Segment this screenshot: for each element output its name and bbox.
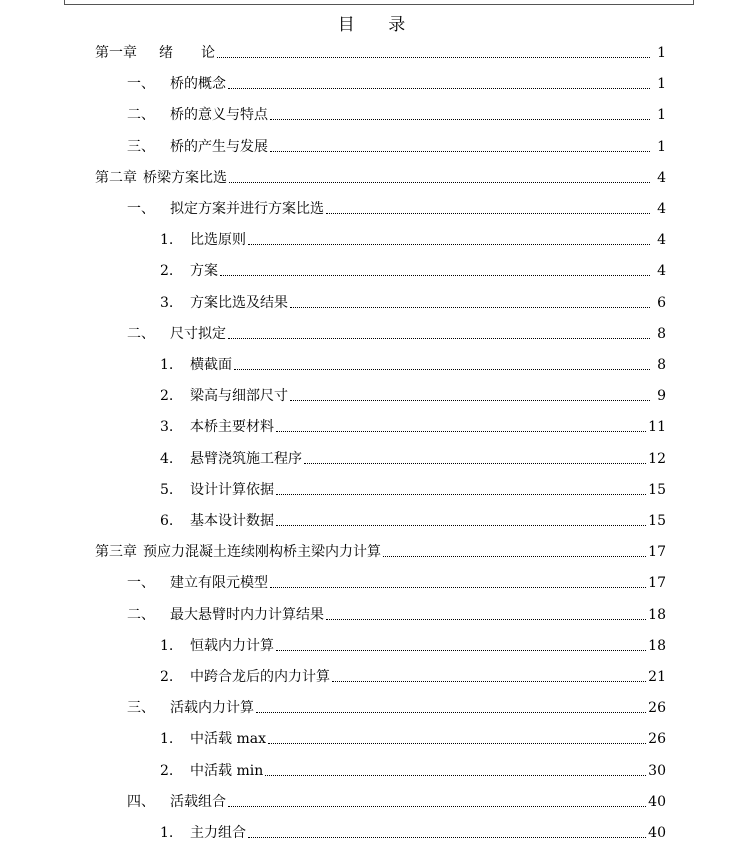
toc-entry-number: 2. (160, 388, 174, 405)
toc-entry-label: 最大悬臂时内力计算结果 (170, 606, 324, 623)
toc-entry[interactable] (160, 381, 666, 405)
toc-entry-page-number: 18 (648, 606, 666, 623)
toc-entry-label: 桥梁方案比选 (143, 169, 227, 186)
toc-entry-label: 中跨合龙后的内力计算 (190, 669, 330, 685)
toc-dot-leader (248, 836, 646, 838)
toc-entry-number: 3. (160, 419, 174, 436)
toc-entry-label: 方案 (190, 263, 218, 280)
toc-entry-number: 四、 (127, 793, 155, 810)
toc-entry-number: 一、 (127, 201, 155, 217)
toc-entry-page-number: 4 (657, 263, 666, 280)
toc-dot-leader (290, 399, 650, 401)
toc-entry-page-number: 40 (648, 793, 666, 810)
toc-dot-leader (332, 680, 646, 682)
toc-entry-number: 1. (160, 731, 174, 748)
toc-entry[interactable] (127, 568, 666, 592)
toc-entry[interactable] (160, 662, 666, 686)
toc-entry[interactable] (127, 100, 666, 124)
toc-entry-label: 本桥主要材料 (190, 419, 274, 436)
toc-dot-leader (276, 430, 646, 432)
toc-entry-label: 尺寸拟定 (170, 325, 226, 342)
toc-entry-page-number: 18 (648, 637, 666, 654)
toc-entry[interactable] (127, 693, 666, 717)
toc-entry-label: 方案比选及结果 (190, 294, 288, 311)
toc-entry-number: 5. (160, 481, 174, 498)
toc-entry-label: 悬臂浇筑施工程序 (190, 450, 302, 467)
toc-title: 目 录 (337, 15, 420, 35)
toc-entry-number: 4. (160, 450, 174, 467)
toc-entry-label: 活载内力计算 (170, 700, 254, 717)
toc-entry-number: 1. (160, 637, 174, 654)
toc-dot-leader (220, 274, 650, 276)
toc-entry-label: 中活载 max (190, 731, 266, 748)
toc-dot-leader (270, 118, 650, 120)
toc-entry-number: 第二章 (95, 169, 137, 186)
toc-entry[interactable] (160, 444, 666, 468)
toc-entry-label: 桥的意义与特点 (170, 107, 268, 124)
toc-entry-page-number: 4 (657, 169, 666, 186)
toc-entry-label: 横截面 (190, 357, 232, 373)
toc-dot-leader (228, 337, 650, 339)
toc-entry[interactable] (160, 412, 666, 436)
toc-entry-number: 一、 (127, 76, 155, 93)
toc-entry-number: 1. (160, 232, 174, 249)
toc-dot-leader (217, 56, 650, 58)
toc-dot-leader (304, 462, 646, 464)
toc-entry-label: 拟定方案并进行方案比选 (170, 201, 324, 217)
toc-entry-number: 2. (160, 263, 174, 280)
toc-dot-leader (228, 87, 650, 89)
toc-entry-label: 设计计算依据 (190, 481, 274, 498)
toc-entry-label: 比选原则 (190, 232, 246, 249)
toc-entry-label: 活载组合 (170, 793, 226, 810)
toc-entry-page-number: 15 (648, 513, 666, 529)
toc-entry-page-number: 11 (648, 419, 666, 436)
toc-entry-page-number: 1 (657, 138, 666, 155)
toc-entry-page-number: 21 (648, 669, 666, 685)
toc-entry-page-number: 17 (648, 575, 666, 592)
toc-dot-leader (265, 774, 646, 776)
toc-dot-leader (326, 212, 650, 214)
toc-dot-leader (276, 524, 646, 526)
toc-entry-page-number: 4 (657, 201, 666, 217)
header-rule (64, 4, 694, 5)
toc-entry-number: 1. (160, 357, 174, 373)
toc-entry-label: 恒载内力计算 (190, 637, 274, 654)
toc-entry-label: 桥的产生与发展 (170, 138, 268, 155)
toc-entry-label: 建立有限元模型 (170, 575, 268, 592)
toc-entry[interactable] (127, 600, 666, 624)
toc-dot-leader (326, 618, 646, 620)
toc-entry-number: 3. (160, 294, 174, 311)
toc-entry-page-number: 40 (648, 825, 666, 841)
toc-entry-label: 主力组合 (190, 825, 246, 841)
toc-entry-page-number: 4 (657, 232, 666, 249)
toc-entry-page-number: 1 (657, 76, 666, 93)
toc-entry-number: 第一章 (95, 45, 137, 61)
toc-entry-label: 梁高与细部尺寸 (190, 388, 288, 405)
toc-entry[interactable] (160, 256, 666, 280)
toc-entry[interactable] (127, 787, 666, 811)
header-rule-right-tick (693, 0, 694, 5)
toc-entry[interactable] (160, 350, 666, 374)
toc-entry-page-number: 26 (648, 731, 666, 748)
toc-entry-number: 2. (160, 762, 174, 779)
toc-dot-leader (234, 368, 650, 370)
toc-entry-label: 预应力混凝土连续刚构桥主梁内力计算 (143, 544, 381, 561)
toc-entry[interactable] (95, 163, 666, 187)
toc-entry-page-number: 12 (648, 450, 666, 467)
toc-dot-leader (270, 586, 646, 588)
toc-entry-page-number: 8 (657, 357, 666, 373)
toc-entry[interactable] (160, 506, 666, 530)
toc-entry-label: 桥的概念 (170, 76, 226, 93)
toc-entry-page-number: 1 (657, 107, 666, 124)
toc-entry-label: 基本设计数据 (190, 513, 274, 529)
toc-entry[interactable] (160, 225, 666, 249)
toc-entry[interactable] (127, 319, 666, 343)
toc-dot-leader (256, 711, 646, 713)
toc-entry-number: 二、 (127, 325, 155, 342)
toc-entry[interactable] (160, 724, 666, 748)
toc-dot-leader (276, 493, 646, 495)
toc-entry-number: 二、 (127, 606, 155, 623)
toc-entry-number: 第三章 (95, 544, 137, 561)
toc-entry-label: 中活载 min (190, 762, 264, 779)
toc-dot-leader (228, 805, 646, 807)
toc-entry-label: 绪 论 (159, 45, 215, 61)
toc-entry-number: 二、 (127, 107, 155, 124)
toc-entry[interactable] (127, 69, 666, 93)
toc-entry-page-number: 26 (648, 700, 666, 717)
toc-entry[interactable] (160, 288, 666, 312)
toc-entry[interactable] (127, 194, 666, 218)
toc-dot-leader (383, 555, 646, 557)
toc-entry-page-number: 8 (657, 325, 666, 342)
toc-entry[interactable] (95, 537, 666, 561)
toc-entry-number: 6. (160, 513, 174, 529)
toc-entry-number: 三、 (127, 700, 155, 717)
toc-dot-leader (268, 742, 646, 744)
toc-entry-number: 一、 (127, 575, 155, 592)
toc-dot-leader (229, 181, 650, 183)
toc-entry[interactable] (160, 756, 666, 780)
toc-entry-number: 1. (160, 825, 174, 841)
toc-entry-number: 三、 (127, 138, 155, 155)
toc-entry-page-number: 9 (657, 388, 666, 405)
toc-dot-leader (276, 649, 646, 651)
toc-entry-page-number: 15 (648, 481, 666, 498)
toc-entry[interactable] (160, 631, 666, 655)
toc-entry-page-number: 1 (657, 45, 666, 61)
toc-entry[interactable] (160, 475, 666, 499)
toc-dot-leader (270, 150, 650, 152)
header-rule-left-tick (64, 0, 65, 5)
toc-entry[interactable] (95, 38, 666, 62)
toc-entry-number: 2. (160, 669, 174, 685)
toc-entry[interactable] (160, 818, 666, 842)
toc-entry-page-number: 30 (648, 762, 666, 779)
toc-entry-page-number: 6 (657, 294, 666, 311)
toc-dot-leader (248, 243, 650, 245)
toc-entry[interactable] (127, 132, 666, 156)
toc-entry-page-number: 17 (648, 544, 666, 561)
toc-dot-leader (290, 306, 650, 308)
